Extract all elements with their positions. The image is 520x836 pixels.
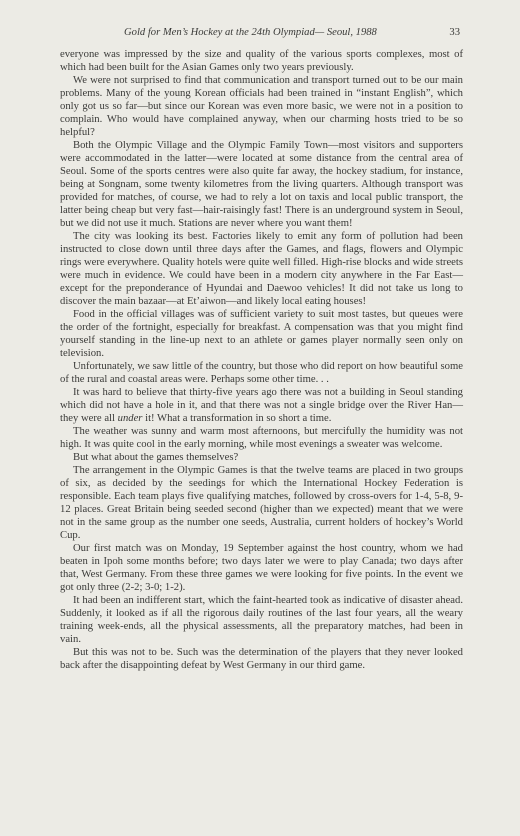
paragraph: Both the Olympic Village and the Olympic Family Town—most visitors and supporters were accommodated in the latter—were located at some distance from the central area of Seoul. Some of the sports centres were also quite far away, the hockey stadium, for instance, being at Songnam, some twenty kilometres from the living quarters. Although transport was provided for matches, of course, we had to rely a lot on taxis and local public transport, the latter being cheap but very fast—hair-raisingly fast! There is an underground system in Seoul, but we did not use it much. Stations are never where you want them!	[60, 140, 463, 229]
paragraph: It had been an indifferent start, which the faint-hearted took as indicative of disaster ahead. Suddenly, it looked as if all the rigorous daily routines of the last four years, all the weary training week-ends, all the physical assessments, all the preparatory matches, had been in vain.	[60, 595, 463, 645]
paragraph: Our first match was on Monday, 19 September against the host country, whom we had beaten in Ipoh some months before; two days later we were to play Canada; two days after that, West Germany. From these three games we were looking for five points. In the event we got only three (2-2; 3-0; 1-2).	[60, 543, 463, 593]
paragraph: Unfortunately, we saw little of the country, but those who did report on how beautiful some of the rural and coastal areas were. Perhaps some other time. . .	[60, 361, 463, 385]
paragraph: The arrangement in the Olympic Games is that the twelve teams are placed in two groups of six, as decided by the seedings for which the International Hockey Federation is responsible. Each team plays five qualifying matches, followed by cross-overs for 1-4, 5-8, 9-12 places. Great Britain being seeded second (higher than we expected) meant that we were not in the same group as the number one seeds, Australia, current holders of hockey’s World Cup.	[60, 465, 463, 541]
paragraph: The weather was sunny and warm most afternoons, but mercifully the humidity was not high. It was quite cool in the early morning, while most evenings a sweater was welcome.	[60, 426, 463, 450]
body-text	[60, 48, 463, 672]
emphasis: under	[117, 413, 143, 424]
paragraph: It was hard to believe that thirty-five years ago there was not a building in Seoul standing which did not have a hole in it, and that there was not a single bridge over the River Han—they were all under it! What a transformation in so short a time.	[60, 387, 463, 424]
page-header	[60, 25, 460, 41]
paragraph: But this was not to be. Such was the determination of the players that they never looked back after the disappointing defeat by West Germany in our third game.	[60, 647, 463, 671]
paragraph: But what about the games themselves?	[73, 452, 239, 463]
paragraph: everyone was impressed by the size and quality of the various sports complexes, most of which had been built for the Asian Games only two years previously.	[60, 49, 463, 73]
paragraph: Food in the official villages was of sufficient variety to suit most tastes, but queues were the order of the fortnight, especially for breakfast. A compensation was that you might find yourself standing in the line-up next to an athlete or games player normally seen only on television.	[60, 309, 463, 359]
page-number: 33	[449, 27, 460, 38]
paragraph: We were not surprised to find that communication and transport turned out to be our main problems. Many of the young Korean officials had been trained in “instant English”, which only got us so far—but since our Korean was even more basic, we were not in a position to complain. Who would have complained anyway, when our charming hosts tried to be so helpful?	[60, 75, 463, 138]
running-title: Gold for Men’s Hockey at the 24th Olympiad— Seoul, 1988	[124, 27, 377, 38]
paragraph: The city was looking its best. Factories likely to emit any form of pollution had been instructed to close down until three days after the Games, and flags, flowers and Olympic rings were everywhere. Quality hotels were quite well filled. High-rise blocks and wide streets were much in evidence. We could have been in a modern city anywhere in the Far East—except for the preponderance of Hyundai and Daewoo vehicles! It did not take us long to discover the main bazaar—at Et’aiwon—and likely local eating houses!	[60, 231, 463, 307]
